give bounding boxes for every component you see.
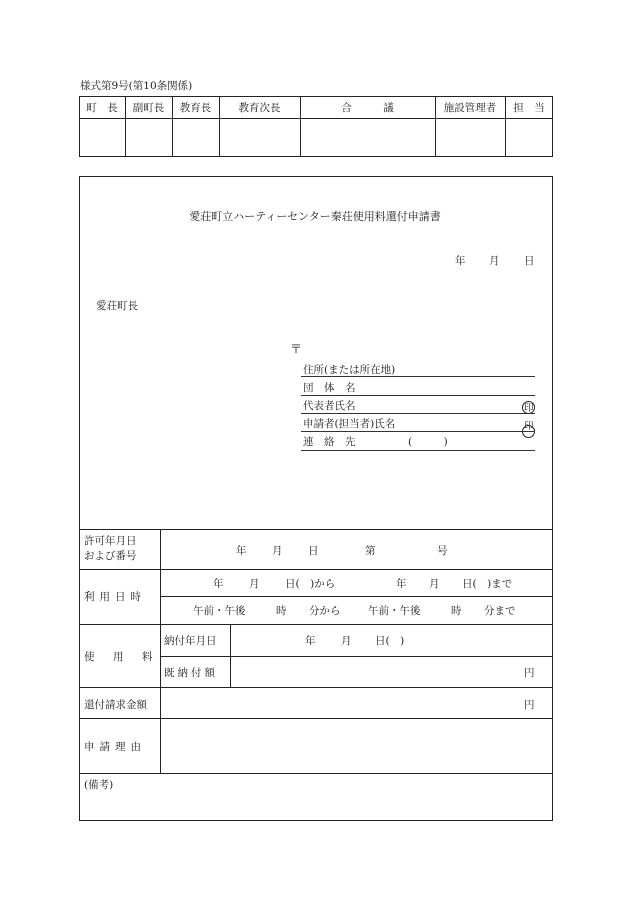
grid-line: [160, 656, 553, 657]
paid-date-day: 日( ): [375, 635, 405, 647]
permit-month: 月: [272, 545, 283, 557]
remarks-label: (備考): [84, 779, 114, 791]
paid-amount-yen: 円: [524, 667, 535, 679]
representative-underline: [301, 413, 535, 414]
permit-year: 年: [236, 545, 247, 557]
refund-amount-yen: 円: [524, 699, 535, 711]
header-deputy-superintendent: 教育次長: [238, 101, 281, 114]
approval-table-divider: [79, 118, 553, 119]
usage-end-minute: 分まで: [484, 605, 516, 617]
permit-label: [84, 534, 156, 564]
contact-underline: [301, 450, 535, 451]
applicant-name-underline: [301, 431, 535, 432]
usage-start-ampm: 午前・午後: [193, 605, 246, 617]
group-name-label: 団 体 名: [303, 382, 356, 394]
permit-label-line1: 許可年月日: [84, 535, 137, 547]
usage-start-month: 月: [249, 578, 260, 590]
header-deputy-mayor: 副町長: [132, 101, 165, 114]
grid-line: [79, 569, 553, 570]
address-underline: [301, 376, 535, 377]
usage-start-minute: 分から: [309, 605, 341, 617]
header-education-superintendent: 教育長: [179, 101, 212, 114]
grid-line: [160, 596, 553, 597]
header-person-in-charge: 担 当: [513, 101, 545, 114]
grid-line: [79, 529, 553, 530]
paid-date-year: 年: [305, 635, 316, 647]
reason-label: 申請理由: [84, 741, 146, 753]
fee-label: 使 用 料: [84, 651, 157, 663]
representative-seal-label: 印: [524, 403, 534, 414]
permit-day: 日: [308, 545, 319, 557]
usage-start-year: 年: [213, 578, 224, 590]
group-name-underline: [301, 395, 535, 396]
usage-end-hour: 時: [451, 605, 462, 617]
contact-paren: ( ): [408, 436, 448, 448]
permit-number-suffix: 号: [437, 545, 448, 557]
label-column-line: [160, 529, 161, 773]
header-consultation: 合 議: [341, 101, 394, 114]
usage-start-day: 日( )から: [285, 578, 336, 590]
grid-line: [79, 687, 553, 688]
postal-mark: 〒: [290, 342, 303, 356]
address-label: 住所(または所在地): [303, 364, 396, 376]
usage-start-hour: 時: [276, 605, 287, 617]
header-mayor: 町 長: [86, 101, 118, 114]
paid-amount-label: 既納付額: [164, 667, 218, 679]
form-border: [79, 176, 553, 821]
permit-label-line2: および番号: [84, 550, 137, 562]
representative-label: 代表者氏名: [303, 400, 356, 412]
date-day: 日: [524, 255, 535, 267]
header-facility-manager: 施設管理者: [443, 101, 497, 114]
usage-end-year: 年: [396, 578, 407, 590]
applicant-name-label: 申請者(担当者)氏名: [303, 418, 396, 430]
usage-end-month: 月: [429, 578, 440, 590]
refund-amount-label: 還付請求金額: [84, 699, 147, 711]
grid-line: [79, 718, 553, 719]
form-number: 様式第9号(第10条関係): [80, 80, 193, 92]
addressee: 愛荘町長: [96, 300, 138, 312]
usage-time-label: 利用日時: [84, 591, 146, 603]
permit-number-prefix: 第: [365, 545, 376, 557]
fee-subcolumn-line: [230, 624, 231, 687]
applicant-seal-label: 印: [524, 421, 534, 432]
paid-date-month: 月: [341, 635, 352, 647]
paid-date-label: 納付年月日: [164, 635, 217, 647]
usage-end-ampm: 午前・午後: [368, 605, 421, 617]
contact-label: 連 絡 先: [303, 436, 356, 448]
date-month: 月: [489, 255, 500, 267]
date-year: 年: [455, 255, 466, 267]
form-title: 愛荘町立ハーティーセンター秦荘使用料還付申請書: [189, 210, 441, 223]
grid-line: [79, 624, 553, 625]
grid-line: [79, 773, 553, 774]
usage-end-day: 日( )まで: [462, 578, 513, 590]
